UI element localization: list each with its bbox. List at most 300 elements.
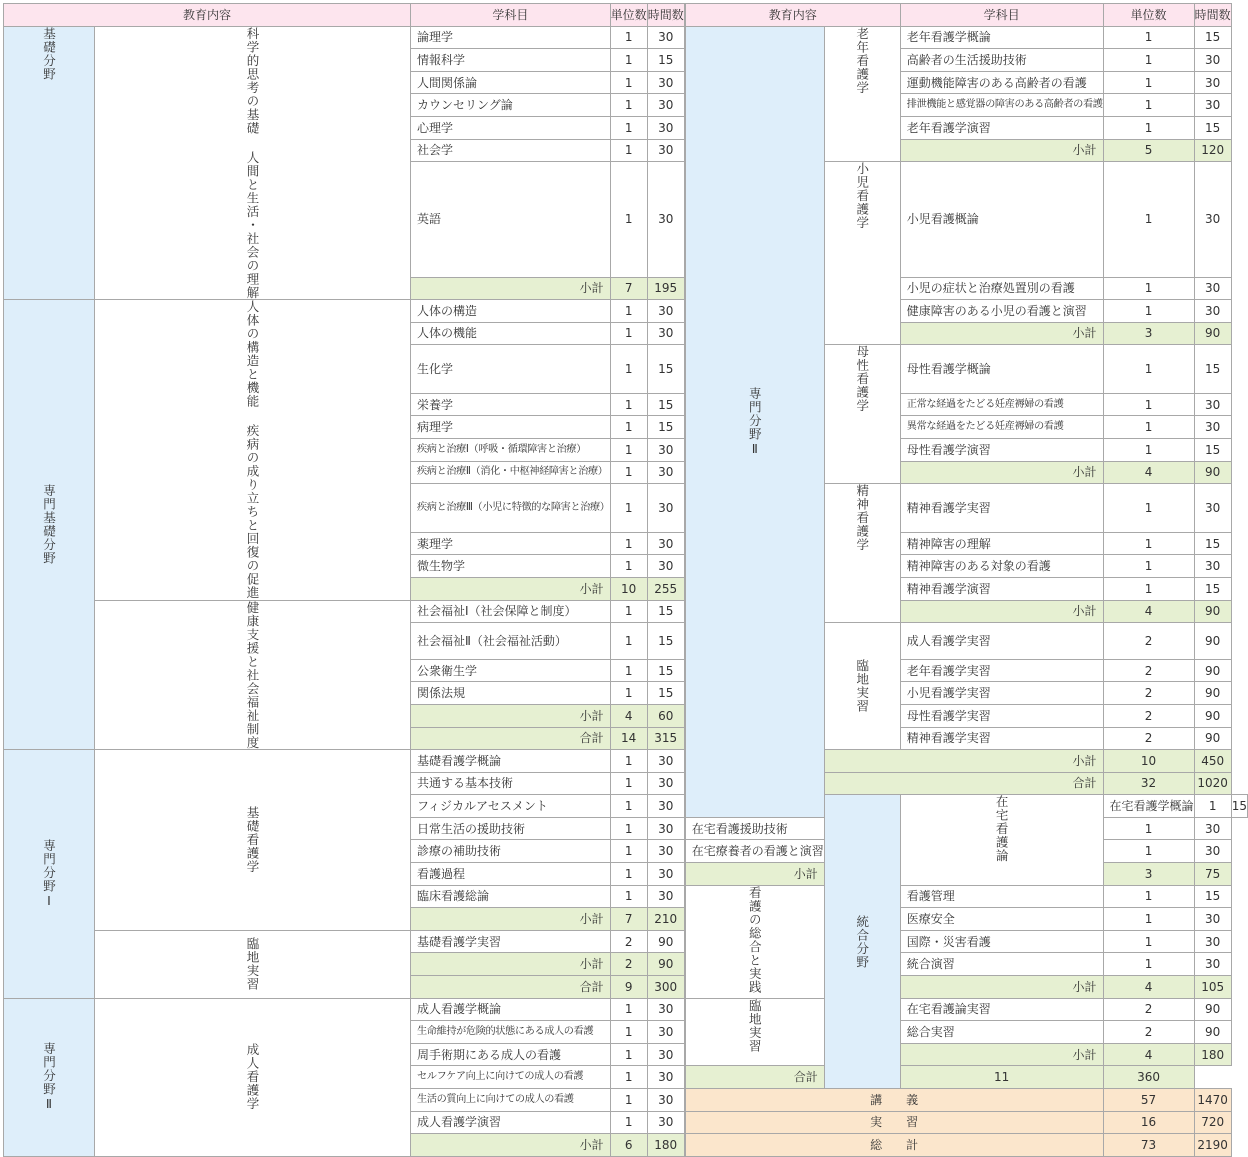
subject-name: 社会福祉Ⅰ（社会保障と制度） [411, 600, 611, 623]
subject-units: 1 [610, 439, 647, 462]
subtotal-units: 5 [1103, 139, 1194, 162]
subject-name: 精神障害のある対象の看護 [900, 555, 1103, 578]
subject-hours: 90 [1194, 727, 1231, 750]
subtotal-units: 10 [610, 578, 647, 601]
subject-units: 1 [610, 682, 647, 705]
subject-name: 診療の補助技術 [411, 840, 611, 863]
subtotal-units: 6 [610, 1134, 647, 1157]
header-units-right: 単位数 [1103, 4, 1194, 27]
field-senmon2-right-text: 専門分野Ⅱ [747, 386, 763, 457]
group-rounen-text: 老年看護学 [854, 26, 870, 95]
subject-name: 論理学 [411, 26, 611, 49]
subtotal-units: 10 [1103, 750, 1194, 773]
subject-hours: 30 [647, 94, 684, 117]
subtotal-label: 小計 [900, 1043, 1103, 1066]
subject-hours: 15 [647, 659, 684, 682]
subject-hours: 30 [1194, 953, 1231, 976]
subject-units: 2 [1103, 998, 1194, 1021]
subject-units: 1 [610, 345, 647, 394]
total-label: 合計 [411, 727, 611, 750]
summary-grand-hours: 2190 [1194, 1134, 1231, 1157]
subject-units: 1 [610, 322, 647, 345]
subject-name: 疾病と治療Ⅱ（消化・中枢神経障害と治療） [411, 461, 611, 484]
subtotal-label: 小計 [900, 976, 1103, 999]
subtotal-units: 4 [610, 704, 647, 727]
subject-units: 1 [1103, 162, 1194, 277]
subject-name: 精神看護学実習 [900, 484, 1103, 533]
subject-name: 在宅看護論実習 [900, 998, 1103, 1021]
curriculum-grid [3, 3, 1248, 1157]
subject-name: 総合実習 [900, 1021, 1103, 1044]
group-jintai-text: 人体の構造と機能 疾病の成り立ちと回復の促進 [245, 300, 260, 600]
field-tougou-text: 統合分野 [854, 914, 870, 969]
curriculum-table [3, 3, 1248, 1157]
field-senmon1-text: 専門分野Ⅰ [41, 838, 57, 909]
subject-hours: 30 [647, 461, 684, 484]
subject-units: 1 [1103, 484, 1194, 533]
subject-units: 1 [1103, 345, 1194, 394]
subject-hours: 90 [1194, 1021, 1231, 1044]
group-rinchi-3 [685, 998, 824, 1066]
subject-hours: 30 [647, 1066, 684, 1089]
subject-hours: 15 [647, 345, 684, 394]
subject-name: 情報科学 [411, 49, 611, 72]
subject-name: 共通する基本技術 [411, 772, 611, 795]
subject-hours: 30 [647, 26, 684, 49]
subject-units: 1 [610, 300, 647, 323]
subject-hours: 90 [1194, 623, 1231, 660]
subject-name: 精神看護学演習 [900, 578, 1103, 601]
subject-hours: 15 [1231, 795, 1247, 818]
subject-units: 1 [610, 393, 647, 416]
group-shouni [824, 162, 900, 345]
subject-hours: 30 [1194, 840, 1231, 863]
header-hours: 時間数 [647, 4, 684, 27]
subject-name: 健康障害のある小児の看護と演習 [900, 300, 1103, 323]
subject-hours: 30 [647, 300, 684, 323]
subject-hours: 15 [647, 623, 684, 660]
header-subject: 学科目 [411, 4, 611, 27]
summary-practicum-label: 実 習 [685, 1111, 1103, 1134]
subject-hours: 15 [647, 49, 684, 72]
subject-name: 老年看護学演習 [900, 116, 1103, 139]
subtotal-units: 7 [610, 908, 647, 931]
group-rinchi-2 [824, 623, 900, 750]
subject-hours: 30 [1194, 94, 1231, 117]
subtotal-hours: 255 [647, 578, 684, 601]
group-sougou-text: 看護の総合と実践 [747, 885, 763, 994]
subtotal-hours: 90 [1194, 461, 1231, 484]
total-label: 合計 [824, 772, 1103, 795]
subject-hours: 30 [647, 885, 684, 908]
subject-units: 1 [610, 1066, 647, 1089]
subject-hours: 15 [647, 600, 684, 623]
subject-units: 1 [610, 555, 647, 578]
group-sougou [685, 885, 824, 998]
subject-name: 母性看護学実習 [900, 704, 1103, 727]
subtotal-units: 2 [610, 953, 647, 976]
subject-units: 1 [610, 600, 647, 623]
subtotal-hours: 75 [1194, 863, 1231, 886]
subject-name: 在宅看護援助技術 [685, 817, 824, 840]
subject-hours: 30 [647, 1089, 684, 1112]
header-content-right: 教育内容 [685, 4, 900, 27]
subject-units: 1 [610, 416, 647, 439]
subject-hours: 90 [1194, 704, 1231, 727]
subject-name: 母性看護学演習 [900, 439, 1103, 462]
subject-name: 生化学 [411, 345, 611, 394]
subject-name: 精神看護学実習 [900, 727, 1103, 750]
subject-hours: 30 [647, 162, 684, 277]
subtotal-units: 7 [610, 277, 647, 300]
table-row [4, 930, 1248, 953]
subtotal-hours: 90 [647, 953, 684, 976]
subject-hours: 90 [1194, 659, 1231, 682]
subtotal-units: 4 [1103, 976, 1194, 999]
subject-hours: 15 [1194, 885, 1231, 908]
subject-hours: 15 [647, 393, 684, 416]
subject-name: 病理学 [411, 416, 611, 439]
field-senmonkiso [4, 300, 95, 750]
group-zaitaku [900, 795, 1103, 885]
subject-hours: 30 [647, 772, 684, 795]
subject-units: 2 [1103, 623, 1194, 660]
subject-name: 英語 [411, 162, 611, 277]
subject-hours: 30 [647, 139, 684, 162]
subtotal-label: 小計 [900, 461, 1103, 484]
subject-units: 1 [1103, 817, 1194, 840]
subject-units: 1 [1103, 885, 1194, 908]
subject-units: 1 [1103, 49, 1194, 72]
subject-hours: 30 [1194, 49, 1231, 72]
subject-hours: 30 [647, 439, 684, 462]
summary-lecture-units: 57 [1103, 1089, 1194, 1112]
subject-name: 統合演習 [900, 953, 1103, 976]
subject-name: 小児看護概論 [900, 162, 1103, 277]
subject-units: 1 [610, 1111, 647, 1134]
subject-units: 1 [610, 750, 647, 773]
subject-hours: 15 [1194, 439, 1231, 462]
subject-units: 1 [610, 139, 647, 162]
subject-hours: 90 [647, 930, 684, 953]
field-kiso [4, 26, 95, 300]
summary-grand-label: 総 計 [685, 1134, 1103, 1157]
subject-units: 1 [1103, 26, 1194, 49]
subject-units: 1 [610, 998, 647, 1021]
header-row [4, 4, 1248, 27]
subject-name: 医療安全 [900, 908, 1103, 931]
subject-hours: 30 [1194, 393, 1231, 416]
subject-units: 2 [1103, 1021, 1194, 1044]
subject-units: 2 [1103, 659, 1194, 682]
subject-name: 臨床看護総論 [411, 885, 611, 908]
subject-name: 老年看護学概論 [900, 26, 1103, 49]
subject-name: 周手術期にある成人の看護 [411, 1043, 611, 1066]
subject-units: 1 [1103, 953, 1194, 976]
subtotal-label: 小計 [900, 600, 1103, 623]
subject-units: 1 [1103, 277, 1194, 300]
subject-hours: 15 [1194, 345, 1231, 394]
subject-hours: 90 [1194, 682, 1231, 705]
subject-name: 高齢者の生活援助技術 [900, 49, 1103, 72]
subject-units: 1 [1103, 930, 1194, 953]
subtotal-label: 小計 [824, 750, 1103, 773]
subject-name: 運動機能障害のある高齢者の看護 [900, 71, 1103, 94]
summary-grand-units: 73 [1103, 1134, 1194, 1157]
subject-hours: 30 [1194, 908, 1231, 931]
header-hours-right: 時間数 [1194, 4, 1231, 27]
subject-hours: 15 [647, 416, 684, 439]
subject-units: 1 [1103, 439, 1194, 462]
total-hours: 315 [647, 727, 684, 750]
subject-name: 母性看護学概論 [900, 345, 1103, 394]
subject-units: 1 [610, 26, 647, 49]
total-hours: 360 [1103, 1066, 1194, 1089]
subject-hours: 30 [647, 840, 684, 863]
subject-hours: 30 [1194, 162, 1231, 277]
table-row [4, 300, 1248, 323]
subtotal-hours: 180 [1194, 1043, 1231, 1066]
total-units: 11 [900, 1066, 1103, 1089]
subject-hours: 15 [1194, 532, 1231, 555]
field-kiso-text: 基礎分野 [41, 26, 57, 81]
group-kenkou [95, 600, 411, 750]
subject-name: 人体の機能 [411, 322, 611, 345]
subject-hours: 30 [647, 1111, 684, 1134]
total-hours: 300 [647, 976, 684, 999]
subject-name: 看護管理 [900, 885, 1103, 908]
field-senmon1 [4, 750, 95, 999]
total-hours: 1020 [1194, 772, 1231, 795]
subject-name: 老年看護学実習 [900, 659, 1103, 682]
total-units: 32 [1103, 772, 1194, 795]
subject-units: 1 [1103, 300, 1194, 323]
field-tougou [824, 795, 900, 1089]
subtotal-units: 3 [1103, 863, 1194, 886]
table-row [4, 750, 1248, 773]
subtotal-hours: 60 [647, 704, 684, 727]
subject-hours: 30 [647, 817, 684, 840]
subject-name: 基礎看護学概論 [411, 750, 611, 773]
subject-units: 1 [1103, 416, 1194, 439]
subtotal-hours: 105 [1194, 976, 1231, 999]
subject-units: 2 [1103, 682, 1194, 705]
subtotal-hours: 195 [647, 277, 684, 300]
subject-hours: 30 [1194, 300, 1231, 323]
subtotal-label: 小計 [411, 1134, 611, 1157]
total-label: 合計 [685, 1066, 824, 1089]
subject-name: 精神障害の理解 [900, 532, 1103, 555]
subject-name: 関係法規 [411, 682, 611, 705]
subject-name: フィジカルアセスメント [411, 795, 611, 818]
group-bosei [824, 345, 900, 484]
subject-name: セルフケア向上に向けての成人の看護 [411, 1066, 611, 1089]
group-seijin [95, 998, 411, 1156]
subject-hours: 30 [647, 750, 684, 773]
subject-name: 排泄機能と感覚器の障害のある高齢者の看護 [900, 94, 1103, 117]
subject-name: 微生物学 [411, 555, 611, 578]
subject-units: 1 [610, 623, 647, 660]
group-rounen [824, 26, 900, 162]
subject-name: 在宅療養者の看護と演習 [685, 840, 824, 863]
group-kiso-kango-text: 基礎看護学 [245, 806, 260, 874]
header-units: 単位数 [610, 4, 647, 27]
summary-practicum-units: 16 [1103, 1111, 1194, 1134]
subject-name: 正常な経過をたどる妊産褥婦の看護 [900, 393, 1103, 416]
subject-name: 疾病と治療Ⅰ（呼吸・循環障害と治療） [411, 439, 611, 462]
subject-name: 人体の構造 [411, 300, 611, 323]
subject-units: 1 [610, 840, 647, 863]
subject-name: 生命維持が危険的状態にある成人の看護 [411, 1021, 611, 1044]
group-jintai [95, 300, 411, 601]
subtotal-label: 小計 [900, 139, 1103, 162]
subject-units: 1 [1103, 555, 1194, 578]
subject-hours: 30 [647, 116, 684, 139]
subject-name: 異常な経過をたどる妊産褥婦の看護 [900, 416, 1103, 439]
field-senmon2-right [685, 26, 824, 817]
subtotal-units: 4 [1103, 600, 1194, 623]
group-kiso-text: 科学的思考の基礎 人間と生活・社会の理解 [245, 26, 260, 300]
subject-units: 1 [610, 1089, 647, 1112]
subtotal-hours: 180 [647, 1134, 684, 1157]
subject-hours: 30 [1194, 484, 1231, 533]
subtotal-units: 4 [1103, 461, 1194, 484]
group-shouni-text: 小児看護学 [854, 162, 870, 230]
subject-hours: 15 [1194, 578, 1231, 601]
subject-name: 日常生活の援助技術 [411, 817, 611, 840]
group-rinchi-2-text: 臨地実習 [854, 659, 870, 714]
subject-hours: 30 [647, 532, 684, 555]
subject-units: 1 [1194, 795, 1231, 818]
subtotal-hours: 120 [1194, 139, 1231, 162]
total-units: 14 [610, 727, 647, 750]
subject-hours: 30 [647, 71, 684, 94]
field-senmonkiso-text: 専門基礎分野 [41, 484, 57, 566]
subject-name: 看護過程 [411, 863, 611, 886]
subject-units: 1 [610, 817, 647, 840]
subject-hours: 30 [647, 1021, 684, 1044]
subject-units: 1 [610, 1043, 647, 1066]
subtotal-label: 小計 [411, 953, 611, 976]
subject-name: 社会福祉Ⅱ（社会福祉活動） [411, 623, 611, 660]
subject-units: 1 [1103, 71, 1194, 94]
subject-units: 1 [610, 49, 647, 72]
subtotal-label: 小計 [900, 322, 1103, 345]
subject-units: 1 [1103, 116, 1194, 139]
subject-units: 1 [1103, 393, 1194, 416]
summary-lecture-label: 講 義 [685, 1089, 1103, 1112]
group-seijin-text: 成人看護学 [245, 1043, 260, 1111]
group-kiso [95, 26, 411, 300]
subject-units: 1 [610, 94, 647, 117]
subject-units: 1 [610, 772, 647, 795]
group-rinchi-1-text: 臨地実習 [245, 937, 260, 992]
subtotal-hours: 90 [1194, 322, 1231, 345]
subject-units: 2 [1103, 704, 1194, 727]
group-kiso-kango [95, 750, 411, 931]
subject-name: 疾病と治療Ⅲ（小児に特徴的な障害と治療） [411, 484, 611, 533]
subject-hours: 30 [647, 795, 684, 818]
header-subject-right: 学科目 [900, 4, 1103, 27]
subject-hours: 30 [647, 555, 684, 578]
subject-hours: 30 [1194, 277, 1231, 300]
subject-name: 薬理学 [411, 532, 611, 555]
subject-units: 1 [1103, 908, 1194, 931]
subject-name: 社会学 [411, 139, 611, 162]
subject-units: 1 [610, 116, 647, 139]
group-rinchi-1 [95, 930, 411, 998]
summary-lecture-hours: 1470 [1194, 1089, 1231, 1112]
subject-name: 国際・災害看護 [900, 930, 1103, 953]
subject-units: 1 [1103, 94, 1194, 117]
subject-hours: 30 [647, 484, 684, 533]
subject-hours: 30 [1194, 930, 1231, 953]
header-content: 教育内容 [4, 4, 411, 27]
subject-hours: 30 [647, 1043, 684, 1066]
subject-units: 1 [610, 1021, 647, 1044]
subject-name: 心理学 [411, 116, 611, 139]
subject-name: 生活の質向上に向けての成人の看護 [411, 1089, 611, 1112]
table-row [4, 26, 1248, 49]
subtotal-units: 3 [1103, 322, 1194, 345]
subject-hours: 15 [1194, 26, 1231, 49]
subtotal-label: 小計 [685, 863, 824, 886]
subject-name: 基礎看護学実習 [411, 930, 611, 953]
subtotal-label: 小計 [411, 704, 611, 727]
subject-name: 成人看護学概論 [411, 998, 611, 1021]
subject-hours: 30 [647, 998, 684, 1021]
group-rinchi-3-text: 臨地実習 [747, 998, 763, 1053]
field-senmon2-left [4, 998, 95, 1156]
subject-units: 1 [610, 532, 647, 555]
summary-practicum-hours: 720 [1194, 1111, 1231, 1134]
subject-name: 成人看護学実習 [900, 623, 1103, 660]
subtotal-units: 4 [1103, 1043, 1194, 1066]
subject-name: カウンセリング論 [411, 94, 611, 117]
group-zaitaku-text: 在宅看護論 [994, 795, 1010, 863]
table-row [4, 600, 1248, 623]
subject-name: 小児の症状と治療処置別の看護 [900, 277, 1103, 300]
subject-hours: 30 [1194, 416, 1231, 439]
subject-name: 在宅看護学概論 [1103, 795, 1194, 818]
subtotal-hours: 450 [1194, 750, 1231, 773]
subject-hours: 15 [1194, 116, 1231, 139]
subject-units: 1 [610, 461, 647, 484]
subtotal-label: 小計 [411, 578, 611, 601]
subject-units: 1 [1103, 532, 1194, 555]
group-kenkou-text: 健康支援と社会福祉制度 [245, 600, 260, 750]
subject-hours: 30 [1194, 555, 1231, 578]
subject-hours: 30 [1194, 71, 1231, 94]
subject-units: 1 [1103, 840, 1194, 863]
subject-units: 2 [610, 930, 647, 953]
subject-hours: 30 [647, 322, 684, 345]
subject-units: 1 [610, 484, 647, 533]
subject-hours: 30 [647, 863, 684, 886]
table-row [4, 998, 1248, 1021]
group-bosei-text: 母性看護学 [854, 345, 870, 413]
subject-hours: 90 [1194, 998, 1231, 1021]
subject-name: 人間関係論 [411, 71, 611, 94]
total-label: 合計 [411, 976, 611, 999]
field-senmon2-left-text: 専門分野Ⅱ [41, 1042, 57, 1113]
subject-units: 1 [610, 71, 647, 94]
subtotal-label: 小計 [411, 908, 611, 931]
subject-units: 1 [610, 885, 647, 908]
subject-units: 2 [1103, 727, 1194, 750]
total-units: 9 [610, 976, 647, 999]
subject-hours: 30 [1194, 817, 1231, 840]
